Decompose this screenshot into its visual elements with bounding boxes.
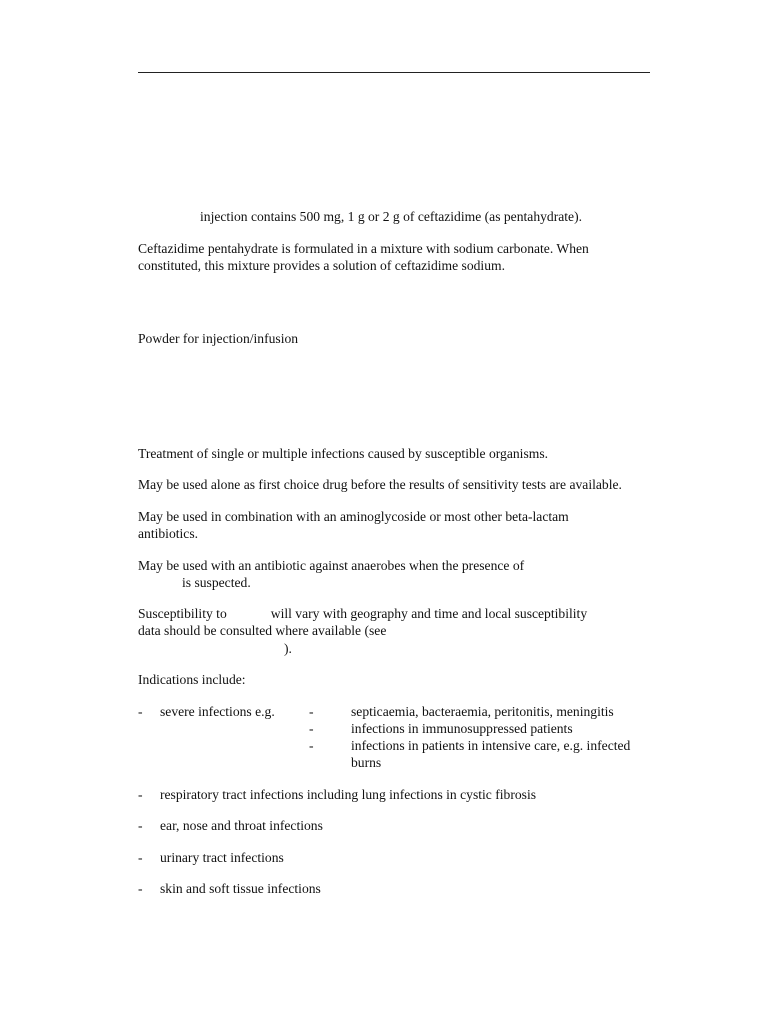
- p5-part-b: will vary with geography and time and local susceptibility: [270, 606, 588, 621]
- indications-intro: Indications include:: [138, 672, 246, 687]
- sub-item-text: infections in immunosuppressed patients: [351, 721, 573, 736]
- list-item-text: skin and soft tissue infections: [160, 881, 321, 896]
- sub-dash: -: [309, 704, 314, 719]
- header-rule: [138, 72, 650, 73]
- p5-part-a: Susceptibility to: [138, 606, 227, 621]
- list-item-text: ear, nose and throat infections: [160, 818, 323, 833]
- sub-item-text: septicaemia, bacteraemia, peritonitis, meningitis: [351, 704, 614, 719]
- list-dash: -: [138, 704, 143, 719]
- composition-para-line2: constituted, this mixture provides a solution of ceftazidime sodium.: [138, 258, 505, 273]
- sub-item-text: infections in patients in intensive care, e.g. infected: [351, 738, 631, 753]
- pharmaceutical-form: Powder for injection/infusion: [138, 331, 299, 346]
- indication-p5-line1: [138, 605, 650, 622]
- indication-p3-line1: May be used in combination with an aminoglycoside or most other beta-lactam: [138, 509, 569, 524]
- indication-p4-line1: May be used with an antibiotic against anaerobes when the presence of: [138, 558, 525, 573]
- list-dash: -: [138, 787, 143, 802]
- list-item-text: urinary tract infections: [160, 850, 284, 865]
- list-dash: -: [138, 881, 143, 896]
- indication-p3-line2: antibiotics.: [138, 526, 199, 541]
- indication-p2: May be used alone as first choice drug before the results of sensitivity tests are available.: [138, 477, 622, 492]
- composition-para-line1: Ceftazidime pentahydrate is formulated in a mixture with sodium carbonate. When: [138, 241, 589, 256]
- indication-p5-line3: ).: [284, 641, 292, 656]
- sub-dash: -: [309, 738, 314, 753]
- list-dash: -: [138, 818, 143, 833]
- indication-p5-line2: data should be consulted where available (see: [138, 623, 387, 638]
- composition-line: [138, 208, 650, 225]
- list-item-label: severe infections e.g.: [160, 704, 275, 719]
- composition-text: injection contains 500 mg, 1 g or 2 g of ceftazidime (as pentahydrate).: [200, 209, 583, 224]
- sub-item-text: burns: [351, 755, 382, 770]
- list-item-text: respiratory tract infections including lung infections in cystic fibrosis: [160, 787, 537, 802]
- indication-p1: Treatment of single or multiple infections caused by susceptible organisms.: [138, 446, 549, 461]
- sub-dash: -: [309, 721, 314, 736]
- indication-p4-line2: is suspected.: [182, 575, 251, 590]
- list-dash: -: [138, 850, 143, 865]
